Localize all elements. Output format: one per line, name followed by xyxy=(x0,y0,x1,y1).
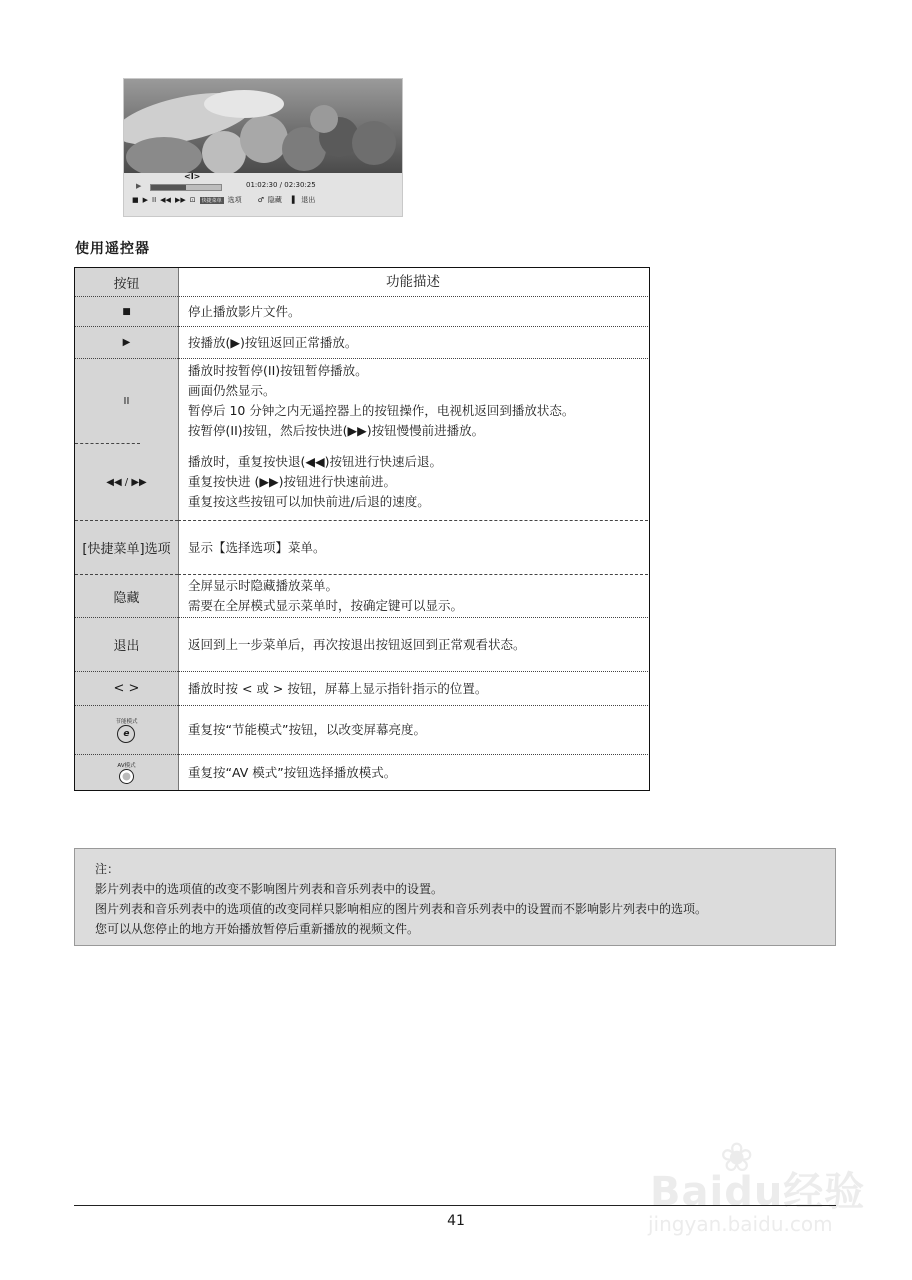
stop-icon: ■ xyxy=(132,196,139,204)
quick-menu-tag: 快捷菜单 xyxy=(201,197,222,204)
eco-caption: 节能模式 xyxy=(115,719,138,725)
row-text: 按播放(▶)按钮返回正常播放。 xyxy=(188,334,358,350)
row-text: 需要在全屏模式显示菜单时，按确定键可以显示。 xyxy=(188,598,464,613)
row-text: 返回到上一步菜单后，再次按退出按钮返回到正常观看状态。 xyxy=(188,636,526,652)
eco-mode-button xyxy=(115,717,137,743)
note-box xyxy=(74,848,836,946)
rewind-icon: ◀◀ xyxy=(160,196,171,204)
av-mode-button xyxy=(117,761,135,784)
footer-divider xyxy=(74,1205,836,1206)
row-text: 暂停后 10 分钟之内无遥控器上的按钮操作，电视机返回到播放状态。 xyxy=(188,403,575,418)
exit-icon: ▌ xyxy=(291,196,298,204)
table-row xyxy=(75,706,648,754)
cursor-marker: <I> xyxy=(184,172,201,181)
note-line: 图片列表和音乐列表中的选项值的改变同样只影响相应的图片列表和音乐列表中的设置而不影响影片列表中的选项。 xyxy=(95,902,708,916)
row-text: 重复按“节能模式”按钮，以改变屏幕亮度。 xyxy=(188,722,426,737)
time-readout: 01:02:30 / 02:30:25 xyxy=(246,181,316,189)
pause-icon: II xyxy=(152,196,157,204)
row-text: 重复按这些按钮可以加快前进/后退的速度。 xyxy=(188,494,430,509)
row-text: 画面仍然显示。 xyxy=(188,383,276,398)
row-text: 重复按快进 (▶▶)按钮进行快速前进。 xyxy=(188,474,396,489)
row-text: 全屏显示时隐藏播放菜单。 xyxy=(188,578,339,593)
table-row xyxy=(75,521,648,574)
av-mode-icon xyxy=(119,769,134,784)
stop-icon: ■ xyxy=(122,306,131,317)
page-number: 41 xyxy=(447,1213,465,1229)
av-caption: AV模式 xyxy=(117,763,136,769)
pointer-arrows-label: < > xyxy=(113,681,140,696)
progress-bar xyxy=(150,184,222,191)
exit-label: 退出 xyxy=(301,196,316,204)
table-row xyxy=(75,359,648,443)
table-row xyxy=(75,575,648,617)
remote-control-table xyxy=(74,267,650,791)
hide-label: 隐藏 xyxy=(267,196,282,204)
table-row xyxy=(75,755,648,790)
play-icon: ▶ xyxy=(136,182,142,190)
hide-icon: ♂ xyxy=(257,196,264,204)
note-line: 影片列表中的选项值的改变不影响图片列表和音乐列表中的设置。 xyxy=(95,882,444,896)
player-control-bar xyxy=(124,173,402,216)
eco-icon: e xyxy=(117,725,135,743)
table-row xyxy=(75,327,648,358)
table-header xyxy=(75,268,648,296)
watermark-url: jingyan.baidu.com xyxy=(648,1212,833,1236)
table-row xyxy=(75,618,648,671)
header-button: 按钮 xyxy=(113,276,140,292)
note-heading: 注： xyxy=(95,862,120,876)
note-line: 您可以从您停止的地方开始播放暂停后重新播放的视频文件。 xyxy=(95,922,420,936)
table-row xyxy=(75,297,648,326)
header-description: 功能描述 xyxy=(386,274,440,290)
quick-menu-option-label: [快捷菜单]选项 xyxy=(82,542,171,557)
row-text: 播放时按暂停(II)按钮暂停播放。 xyxy=(188,363,368,378)
row-text: 重复按“AV 模式”按钮选择播放模式。 xyxy=(188,764,397,780)
control-buttons xyxy=(132,195,315,205)
row-text: 播放时，重复按快退(◀◀)按钮进行快速后退。 xyxy=(188,454,442,469)
fruit-photo xyxy=(124,79,402,173)
hide-label: 隐藏 xyxy=(113,590,140,606)
row-text: 停止播放影片文件。 xyxy=(188,303,301,319)
option-label: 选项 xyxy=(227,196,242,204)
play-icon: ▶ xyxy=(122,337,131,348)
table-row xyxy=(75,444,648,520)
row-text: 按暂停(II)按钮，然后按快进(▶▶)按钮慢慢前进播放。 xyxy=(188,423,485,438)
pause-icon: II xyxy=(123,395,130,407)
fast-forward-icon: ▶▶ xyxy=(174,196,186,204)
player-screenshot xyxy=(123,78,403,217)
rewind-forward-icon: ◀◀ / ▶▶ xyxy=(106,476,147,488)
table-row xyxy=(75,672,648,705)
exit-label: 退出 xyxy=(113,639,140,654)
quick-menu-icon: ⊡ xyxy=(189,196,196,204)
watermark-logo: Baidu经验 xyxy=(650,1169,866,1215)
play-icon: ▶ xyxy=(142,196,149,204)
row-text: 显示【选择选项】菜单。 xyxy=(188,539,326,555)
section-title: 使用遥控器 xyxy=(75,241,150,257)
row-text: 播放时按 < 或 > 按钮，屏幕上显示指针指示的位置。 xyxy=(188,680,488,696)
baidu-paw-icon: ❀ xyxy=(720,1135,754,1181)
